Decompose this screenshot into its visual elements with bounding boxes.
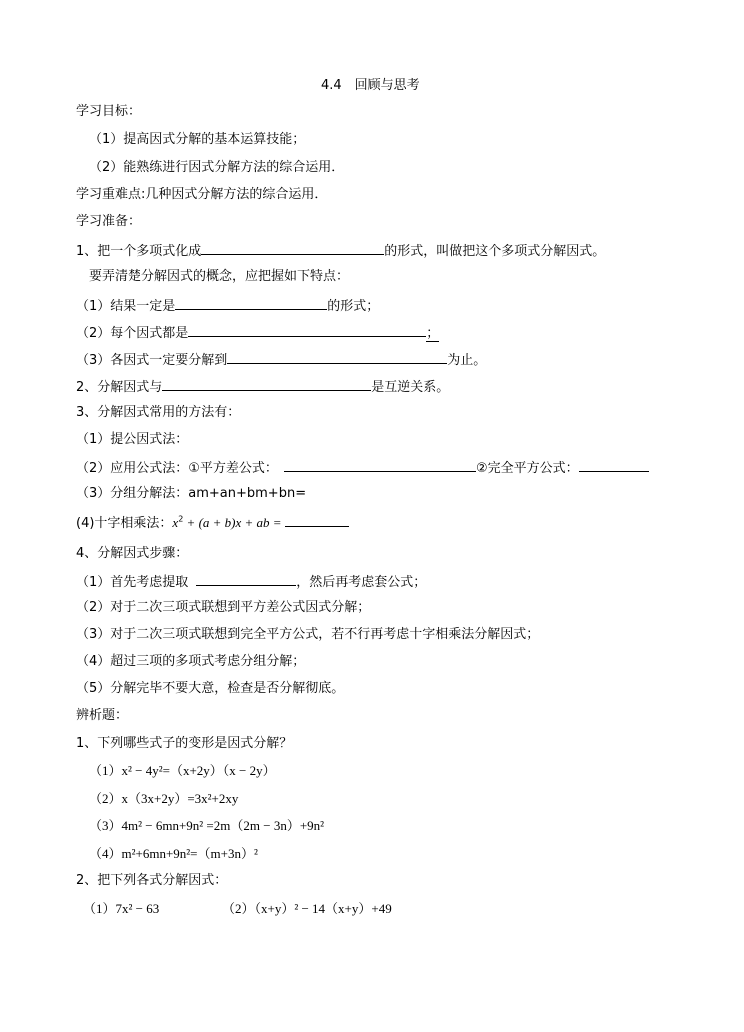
answer-blank[interactable] bbox=[285, 514, 349, 527]
method-item bbox=[76, 459, 649, 475]
problem-item: （1）7x² − 63 bbox=[83, 901, 160, 916]
objective-item: （2）能熟练进行因式分解方法的综合运用． bbox=[89, 160, 345, 175]
question-2 bbox=[76, 378, 449, 394]
method-prefix: (4)十字相乘法： bbox=[76, 516, 173, 531]
feature-item bbox=[76, 297, 379, 313]
objectives-heading: 学习目标： bbox=[76, 104, 142, 119]
method-prefix: （2）应用公式法：①平方差公式： bbox=[76, 461, 278, 476]
question-1-prefix: 1、把一个多项式化成 bbox=[76, 244, 202, 259]
question-2-prefix: 2、分解因式与 bbox=[76, 380, 163, 395]
method-item bbox=[76, 514, 349, 530]
answer-blank[interactable] bbox=[201, 242, 384, 255]
expression-item: （4）m²+6mn+9n²=（m+3n）² bbox=[89, 846, 258, 861]
question-1 bbox=[76, 242, 605, 258]
step-item: （2）对于二次三项式联想到平方差公式因式分解； bbox=[76, 600, 371, 615]
formula-exponent: 2 bbox=[178, 514, 184, 524]
formula-part: + (a + b)x + ab = bbox=[183, 515, 285, 530]
feature-suffix: 的形式； bbox=[327, 299, 380, 314]
question-3: 3、分解因式常用的方法有： bbox=[76, 405, 241, 420]
analysis-question-2: 2、把下列各式分解因式： bbox=[76, 873, 228, 888]
answer-blank[interactable] bbox=[196, 573, 296, 586]
question-4: 4、分解因式步骤： bbox=[76, 546, 189, 561]
feature-suffix: ； bbox=[426, 326, 440, 341]
analysis-question-1: 1、下列哪些式子的变形是因式分解？ bbox=[76, 736, 293, 751]
answer-blank[interactable] bbox=[188, 324, 426, 337]
page-title: 4.4 回顾与思考 bbox=[321, 78, 420, 93]
answer-blank[interactable] bbox=[579, 459, 649, 472]
expression-item: （2）x（3x+2y）=3x²+2xy bbox=[89, 791, 239, 806]
feature-prefix: （2）每个因式都是 bbox=[76, 326, 189, 341]
step-item: （4）超过三项的多项式考虑分组分解； bbox=[76, 654, 306, 669]
problem-item: （2）（x+y）² − 14（x+y）+49 bbox=[222, 901, 392, 916]
step-prefix: （1）首先考虑提取 bbox=[76, 575, 189, 590]
step-item: （5）分解完毕不要大意，检查是否分解彻底。 bbox=[76, 681, 345, 696]
answer-blank[interactable] bbox=[175, 297, 327, 310]
method-item: （1）提公因式法： bbox=[76, 432, 189, 447]
method-item: （3）分组分解法：am+an+bm+bn= bbox=[76, 486, 307, 501]
method-mid: ②完全平方公式： bbox=[475, 461, 579, 476]
expression-item: （1）x² − 4y²=（x+2y）（x − 2y） bbox=[89, 763, 276, 778]
objective-item: （1）提高因式分解的基本运算技能； bbox=[89, 132, 306, 147]
prep-heading: 学习准备： bbox=[76, 214, 142, 229]
feature-item bbox=[76, 351, 486, 367]
step-suffix: ，然后再考虑套公式； bbox=[296, 575, 427, 590]
formula-part: x bbox=[172, 515, 179, 530]
answer-blank[interactable] bbox=[284, 459, 476, 472]
expression-item: （3）4m² − 6mn+9n² =2m（2m − 3n）+9n² bbox=[89, 818, 325, 833]
step-item: （3）对于二次三项式联想到完全平方公式，若不行再考虑十字相乘法分解因式； bbox=[76, 627, 540, 642]
step-item bbox=[76, 573, 426, 589]
question-1-suffix: 的形式，叫做把这个多项式分解因式。 bbox=[384, 244, 606, 259]
feature-suffix: 为止。 bbox=[447, 353, 487, 368]
feature-prefix: （1）结果一定是 bbox=[76, 299, 176, 314]
key-point: 学习重难点:几种因式分解方法的综合运用． bbox=[76, 187, 328, 202]
analysis-heading: 辨析题： bbox=[76, 708, 129, 723]
question-2-suffix: 是互逆关系。 bbox=[371, 380, 450, 395]
note: 要弄清楚分解因式的概念，应把握如下特点： bbox=[89, 269, 350, 284]
answer-blank[interactable] bbox=[162, 378, 371, 391]
answer-blank[interactable] bbox=[227, 351, 447, 364]
feature-item bbox=[76, 324, 439, 340]
feature-prefix: （3）各因式一定要分解到 bbox=[76, 353, 228, 368]
